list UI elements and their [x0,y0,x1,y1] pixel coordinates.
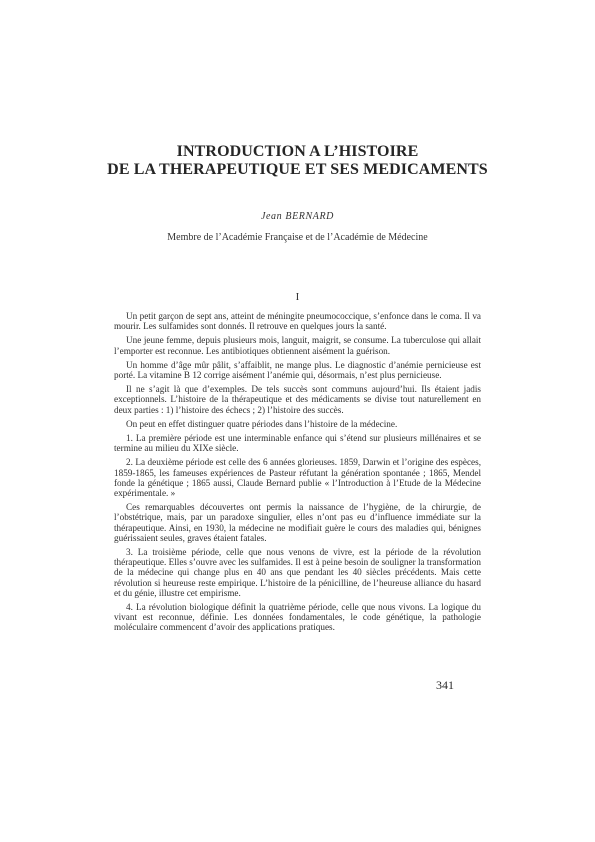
body-text [114,311,481,637]
paragraph: 3. La troisième période, celle que nous venons de vivre, est la période de la révolution thérapeutique. Elles s’ouvre avec les sulfamides. Il est à peine besoin de souligner la transformation de la médecine qui change plus en 40 ans que pendant les 40 siècles précédents. Mais cette révolution si heureuse reste empirique. L’histoire de la pénicilline, de l’heureuse alliance du hasard et du génie, illustre cet empirisme. [114,547,481,598]
section-number: I [295,291,300,303]
paragraph: Un homme d’âge mûr pâlit, s’affaiblit, ne mange plus. Le diagnostic d’anémie pernicieuse est porté. La vitamine B 12 corrige aisément l’anémie qui, désormais, n’est plus pernicieuse. [114,359,481,381]
paragraph: Ces remarquables découvertes ont permis la naissance de l’hygiène, de la chirurgie, de l’obstétrique, mais, par un paradoxe singulier, elles n’ont pas eu d’influence immédiate sur la thérapeutique. Ainsi, en 1930, la médecine ne modifiait guère le cours des maladies qui, bénignes guérissaient seules, graves étaient fatales. [114,502,481,543]
paragraph: 1. La première période est une interminable enfance qui s’étend sur plusieurs millénaires et se termine au milieu du XIXe siècle. [114,433,481,454]
article-title [0,143,595,179]
paragraph: Un petit garçon de sept ans, atteint de méningite pneumococcique, s’enfonce dans le coma. Il va mourir. Les sulfamides sont donnés. Il retrouve en quelques jours la santé. [114,311,481,332]
author-name: Jean BERNARD [260,211,334,222]
paragraph: Une jeune femme, depuis plusieurs mois, languit, maigrit, se consume. La tuberculose qui allait l’emporter est reconnue. Les antibiotiques obtiennent aisément la guérison. [114,335,481,356]
paragraph: 4. La révolution biologique définit la quatrième période, celle que nous vivons. La logique du vivant est reconnue, définie. Les données fondamentales, le code génétique, la pathologie moléculaire commencent d’avoir des applications pratiques. [114,602,481,633]
page-number: 341 [436,678,454,692]
title-line-2: DE LA THERAPEUTIQUE ET SES MEDICAMENTS [107,161,488,178]
title-line-1: INTRODUCTION A L’HISTOIRE [176,143,419,160]
paragraph: 2. La deuxième période est celle des 6 années glorieuses. 1859, Darwin et l’origine des espèces, 1859-1865, les fameuses expériences de Pasteur réfutant la génération spontanée ; 1865, Mendel fonde la génétique ; 1865 aussi, Claude Bernard publie « l’Introduction à l’Etude de la Médecine expérimentale. » [114,457,481,499]
paragraph: On peut en effet distinguer quatre périodes dans l’histoire de la médecine. [126,418,398,429]
paragraph: Il ne s’agit là que d’exemples. De tels succès sont communs aujourd’hui. Ils étaient jadis exceptionnels. L’histoire de la thérapeutique et des médicaments se divise tout naturellement en deux parties : 1) l’histoire des échecs ; 2) l’histoire des succès. [114,384,481,415]
author-affiliation: Membre de l’Académie Française et de l’Académie de Médecine [167,232,428,243]
